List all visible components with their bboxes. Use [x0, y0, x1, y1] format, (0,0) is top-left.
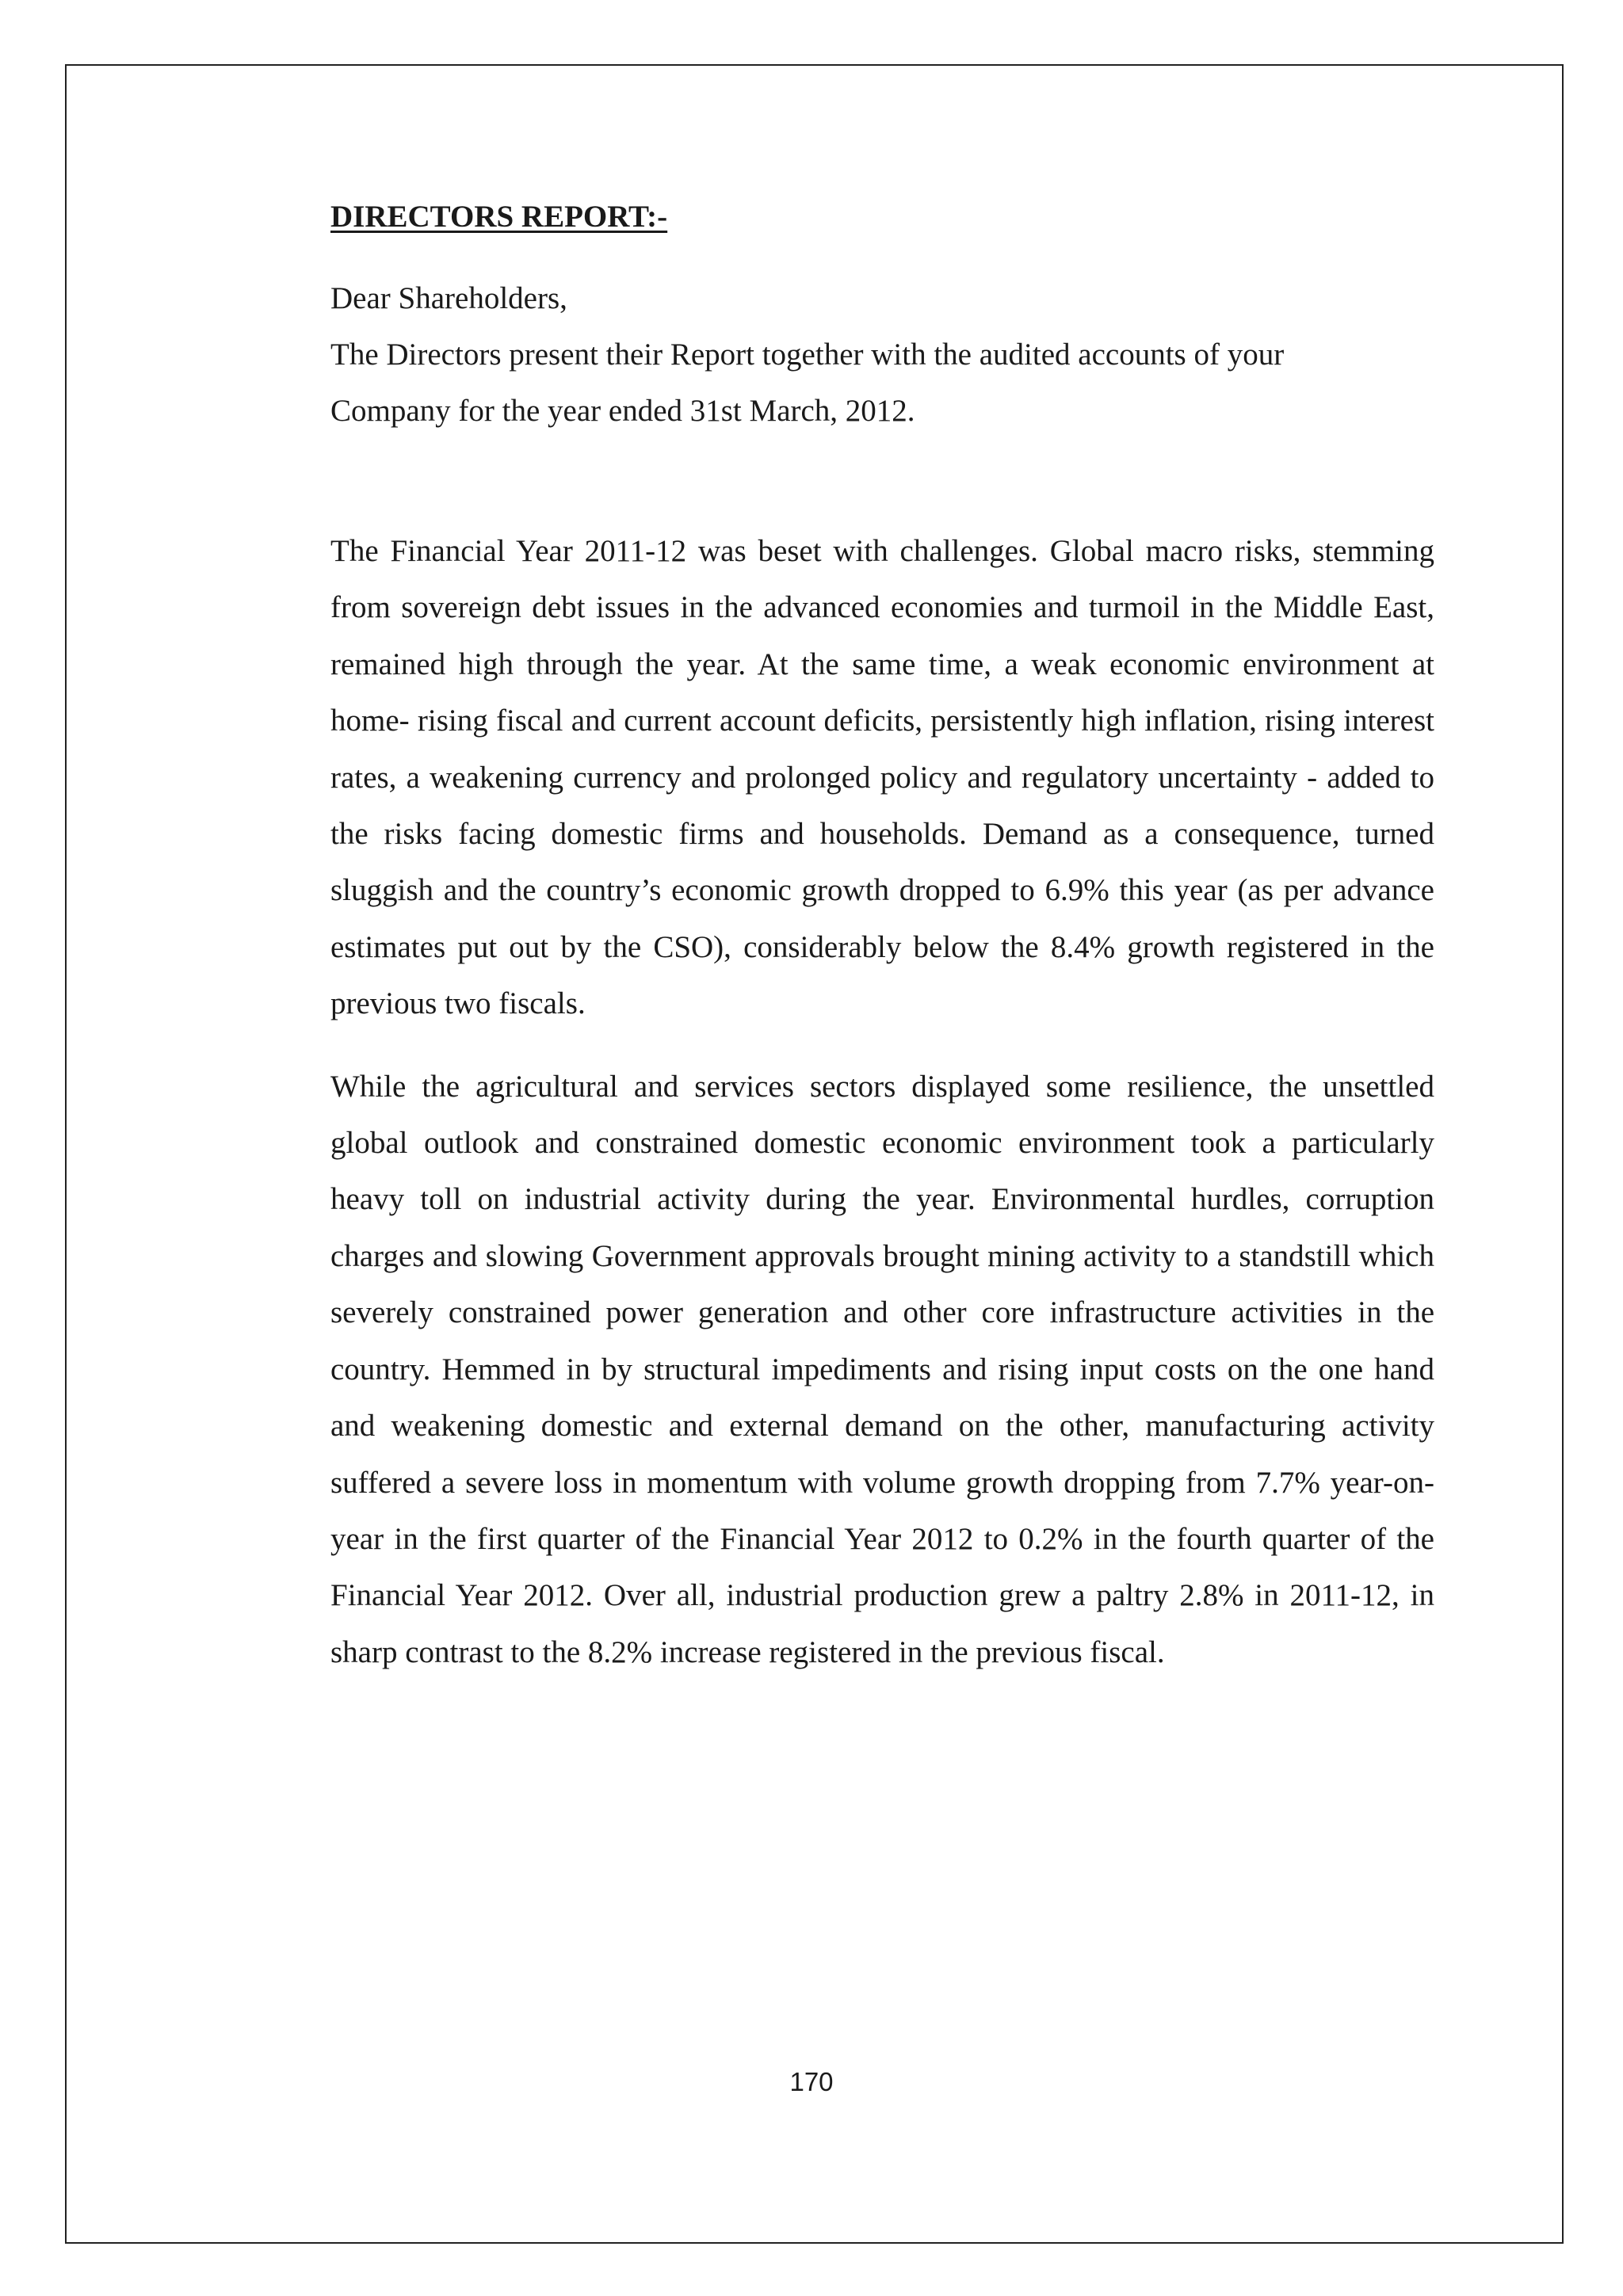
paragraph-economic-overview: The Financial Year 2011-12 was beset with challenges. Global macro risks, stemming from sovereign debt issues in the advanced economies and turmoil in the Middle East, remained high through the year. At the same time, a weak economic environment at home- rising fiscal and current account deficits, persistently high inflation, rising interest rates, a weakening currency and prolonged policy and regulatory uncertainty - added to the risks facing domestic firms and households. Demand as a consequence, turned sluggish and the country’s economic growth dropped to 6.9% this year (as per advance estimates put out by the CSO), considerably below the 8.4% growth registered in the previous two fiscals. [330, 534, 1434, 1021]
intro-line-1: The Directors present their Report together with the audited accounts of your [330, 338, 1285, 372]
page-number: 170 [789, 2067, 834, 2096]
paragraph-industrial-activity: While the agricultural and services sectors displayed some resilience, the unsettled global outlook and constrained domestic economic environment took a particularly heavy toll on industrial activity during the year. Environmental hurdles, corruption charges and slowing Government approvals brought mining activity to a standstill which severely constrained power generation and other core infrastructure activities in the country. Hemmed in by structural impediments and rising input costs on the one hand and weakening domestic and external demand on the other, manufacturing activity suffered a severe loss in momentum with volume growth dropping from 7.7% year-on-year in the first quarter of the Financial Year 2012 to 0.2% in the fourth quarter of the Financial Year 2012. Over all, industrial production grew a paltry 2.8% in 2011-12, in sharp contrast to the 8.2% increase registered in the previous fiscal. [330, 1069, 1434, 1669]
salutation: Dear Shareholders, [330, 281, 567, 315]
report-heading: DIRECTORS REPORT:- [330, 200, 668, 234]
report-body [330, 190, 1434, 1680]
intro-line-2: Company for the year ended 31st March, 2012. [330, 394, 915, 428]
